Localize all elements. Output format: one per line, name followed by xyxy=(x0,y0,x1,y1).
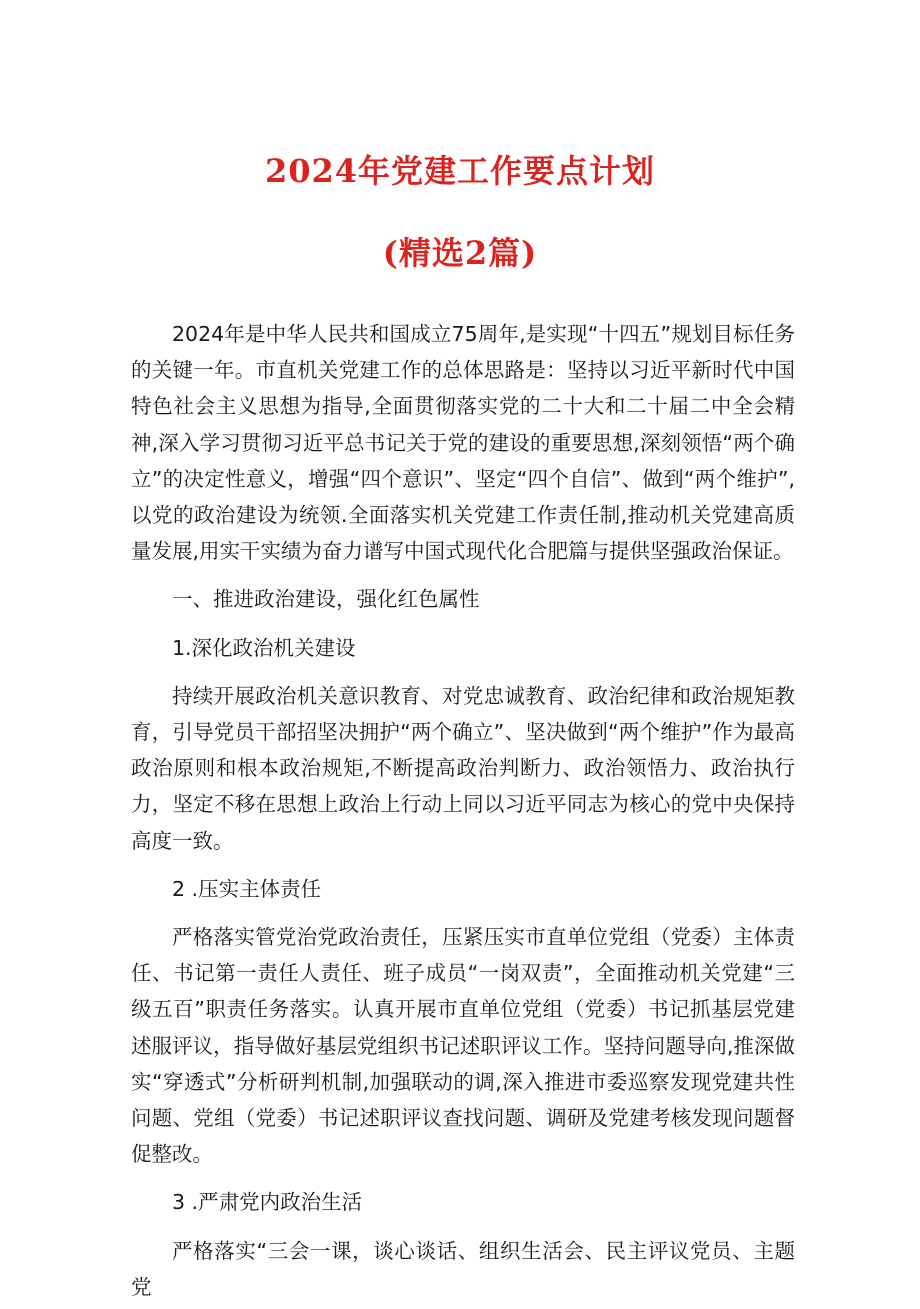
item-heading-3: 3 .严肃党内政治生活 xyxy=(172,1190,363,1215)
item-heading-2: 2 .压实主体责任 xyxy=(172,876,322,901)
item-paragraph-3: 严格落实“三会一课，谈心谈话、组织生活会、民主评议党员、主题党 xyxy=(131,1238,795,1299)
item-paragraph-2: 严格落实管党治党政治责任，压紧压实市直单位党组（党委）主体责任、书记第一责任人责任、班子成员“一岗双责”，全面推动机关党建“三级五百”职责任务落实。认真开展市直单位党组（党委）书记抓基层党建述服评议，指导做好基层党组织书记述职评议工作。坚持问题导向,推深做实“穿透式”分析研判机制,加强联动的调,深入推进市委巡察发现党建共性问题、党组（党委）书记述职评议查找问题、调研及党建考核发现问题督促整改。 xyxy=(131,925,795,1167)
document-subtitle: (精选2篇) xyxy=(382,234,538,272)
document-body xyxy=(131,316,795,1309)
document-title: 2024年党建工作要点计划 xyxy=(264,152,656,190)
intro-paragraph: 2024年是中华人民共和国成立75周年,是实现“十四五”规划目标任务的关键一年。市直机关党建工作的总体思路是：坚持以习近平新时代中国特色社会主义思想为指导,全面贯彻落实党的二十大和二十届二中全会精神,深入学习贯彻习近平总书记关于党的建设的重要思想,深刻领悟“两个确立”的决定性意义，增强“四个意识”、坚定“四个自信”、做到“两个维护”,以党的政治建设为统领.全面落实机关党建工作责任制,推动机关党建高质量发展,用实干实绩为奋力谱写中国式现代化合肥篇与提供坚强政治保证。 xyxy=(131,322,795,564)
item-heading-1: 1.深化政治机关建设 xyxy=(172,635,356,660)
item-paragraph-1: 持续开展政治机关意识教育、对党忠诚教育、政治纪律和政治规矩教育，引导党员干部招坚决拥护“两个确立”、坚决做到“两个维护”作为最高政治原则和根本政治规矩,不断提高政治判断力、政治领悟力、政治执行力，坚定不移在思想上政治上行动上同以习近平同志为核心的党中央保持高度一致。 xyxy=(131,683,795,853)
section-heading-1: 一、推进政治建设，强化红色属性 xyxy=(172,587,480,612)
